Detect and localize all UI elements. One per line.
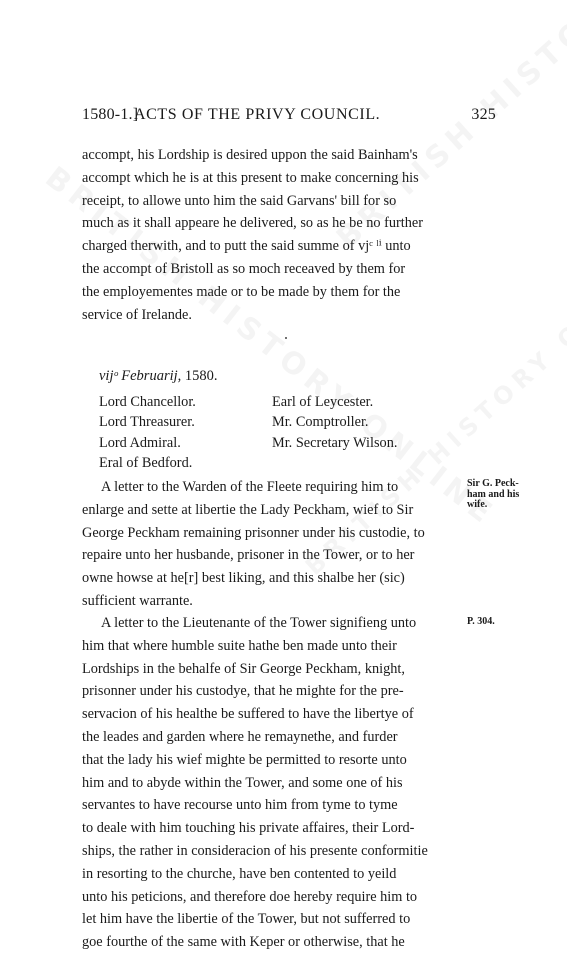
text-line: to deale with him touching his private affaires, their Lord- (82, 820, 415, 837)
text-line: unto his peticions, and therefore doe hereby require him to (82, 888, 418, 905)
entry-peckham-wife (82, 476, 460, 613)
text-line: servantes to have recourse unto him from tyme to tyme (82, 797, 398, 814)
text-line: that the lady his wief mighte be permitted to resorte unto (82, 751, 407, 768)
text-line: owne howse at he[r] best liking, and this shalbe her (sic) (82, 570, 405, 587)
attendee: Earl of Leycester. (272, 394, 374, 410)
attendees-right-column (272, 392, 397, 453)
attendee: Lord Threasurer. (99, 414, 195, 431)
margin-note-line: wife. (467, 499, 488, 510)
text-line: much as it shall appeare he delivered, so as he be no further (82, 215, 424, 232)
attendee: Eral of Bedford. (99, 455, 193, 472)
text-line: goe fourthe of the same with Keper or otherwise, that he (82, 934, 405, 951)
text-line: sufficient warrante. (82, 592, 193, 609)
attendee: Mr. Comptroller. (272, 414, 369, 431)
text-line: ships, the rather in consideracion of his presente conformitie (82, 842, 428, 859)
text-line: George Peckham remaining prisonner under his custodie, to (82, 524, 425, 541)
margin-note-line: ham and his (467, 488, 520, 500)
text-line: charged therwith, and to putt the said summe of vjᶜ ˡⁱ unto (82, 238, 411, 255)
attendee: Mr. Secretary Wilson. (272, 434, 398, 451)
attendee: Lord Admiral. (99, 434, 181, 451)
text-line: him and to abyde within the Tower, and some one of his (82, 774, 403, 791)
text-line: the leades and garden where he remaynethe, and furder (82, 728, 398, 745)
header-date-range: 1580-1.] (82, 106, 139, 123)
text-line: Lordships in the behalfe of Sir George Peckham, knight, (82, 660, 405, 677)
meeting-date (99, 368, 218, 385)
stray-dot (285, 337, 287, 339)
text-line: receipt, to allowe unto him the said Garvans' bill for so (82, 192, 397, 209)
entry-tower (82, 612, 460, 954)
margin-note-line: P. 304. (467, 616, 495, 627)
opening-paragraph (82, 144, 460, 326)
text-line: the accompt of Bristoll as so moch receaved by them for (82, 260, 406, 277)
meeting-date-day: vijᵒ Februarij, (99, 368, 182, 384)
margin-note-peckham (467, 479, 537, 511)
page-number: 325 (471, 106, 496, 123)
text-line: servacion of his healthe be suffered to have the libertye of (82, 706, 414, 723)
text-line: accompt, his Lordship is desired uppon the said Bainham's (82, 147, 418, 163)
attendee: Lord Chancellor. (99, 394, 196, 410)
text-line: the employementes made or to be made by them for the (82, 283, 401, 300)
running-header (82, 106, 496, 126)
attendees-left-column (99, 392, 196, 474)
text-line: service of Irelande. (82, 306, 192, 323)
meeting-date-year: 1580. (184, 368, 218, 384)
margin-note-page-ref (467, 617, 537, 628)
header-title: ACTS OF THE PRIVY COUNCIL. (134, 106, 381, 123)
text-line: accompt which he is at this present to make concerning his (82, 169, 419, 186)
text-line: A letter to the Lieutenante of the Tower signifieng unto (101, 615, 417, 631)
text-line: enlarge and sette at libertie the Lady Peckham, wief to Sir (82, 501, 414, 518)
text-line: repaire unto her husbande, prisoner in the Tower, or to her (82, 547, 415, 564)
text-line: him that where humble suite hathe ben made unto their (82, 637, 397, 654)
text-line: in resorting to the churche, have ben contented to yeild (82, 865, 397, 882)
text-line: prisonner under his custodye, that he mighte for the pre- (82, 683, 404, 700)
text-line: let him have the libertie of the Tower, but not sufferred to (82, 911, 411, 928)
margin-note-line: Sir G. Peck- (467, 478, 519, 489)
text-line: A letter to the Warden of the Fleete requiring him to (101, 479, 399, 495)
